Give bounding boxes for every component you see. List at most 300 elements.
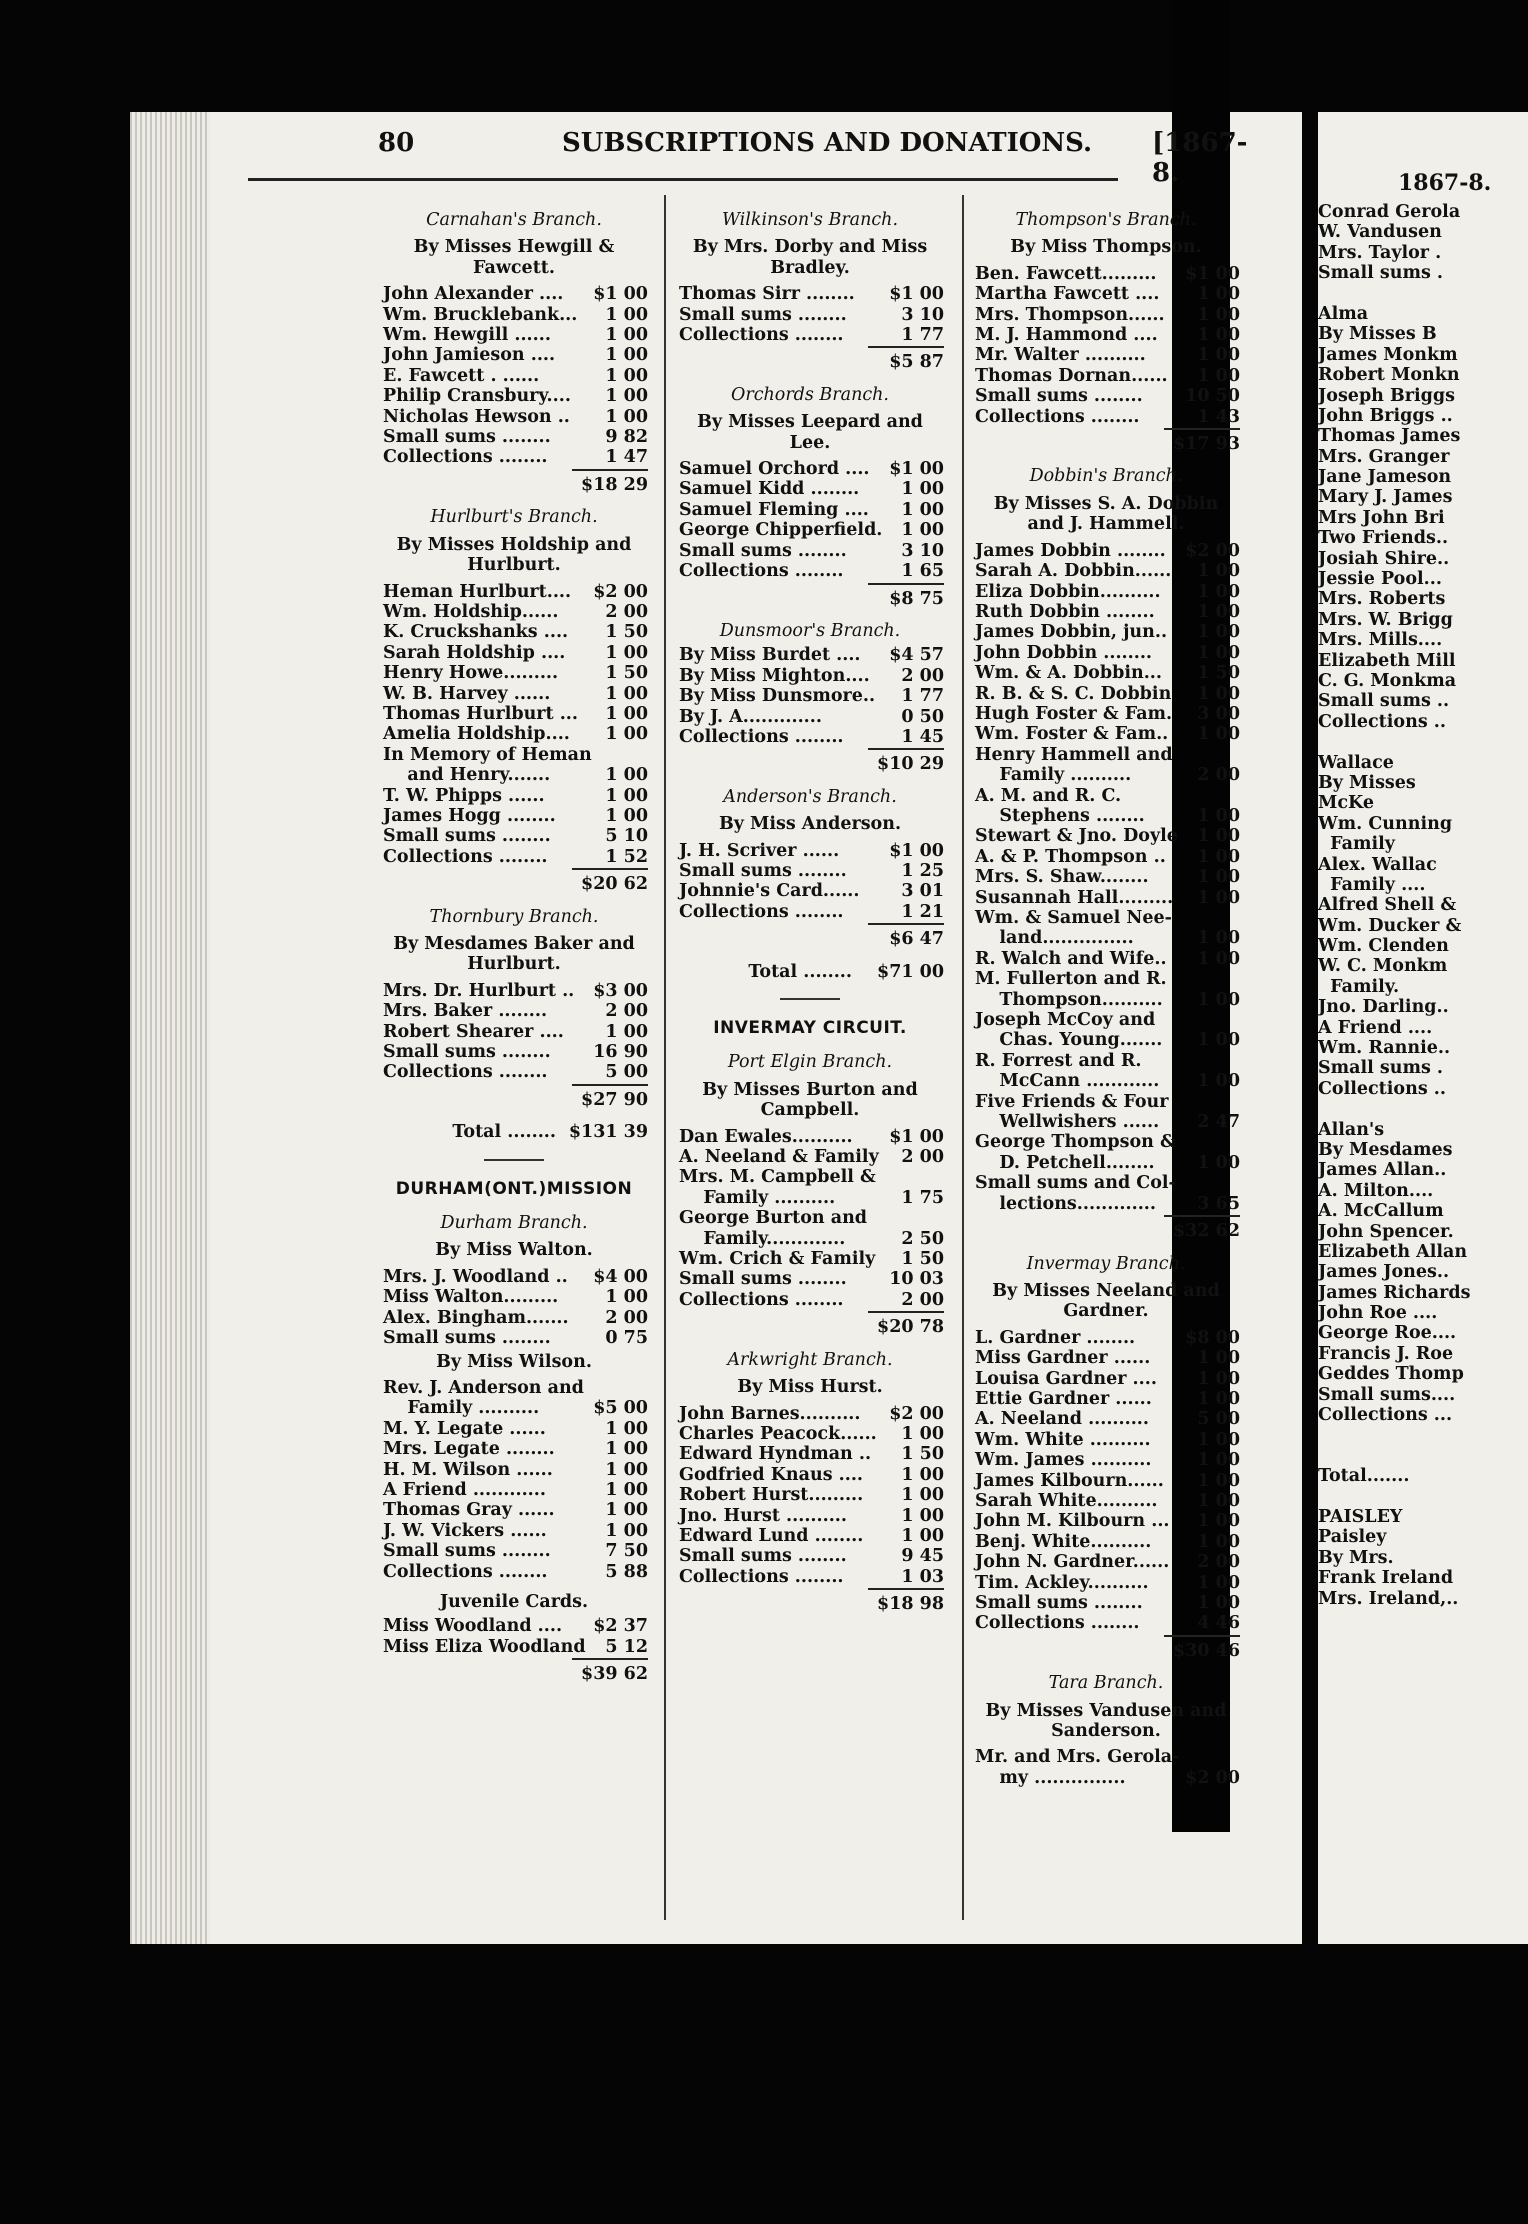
branch-title: Dobbin's Branch. (1029, 466, 1183, 487)
donation-row (972, 1552, 1240, 1572)
branch-title: Wilkinson's Branch. (721, 210, 899, 230)
donation-amount: 1 00 (605, 1287, 648, 1308)
donor-name: Small sums ........ (383, 1541, 551, 1562)
facing-page-line: Mrs. Granger (1318, 446, 1450, 467)
donation-amount (1173, 745, 1240, 765)
donation-row (380, 1460, 648, 1480)
donor-name: M. Y. Legate ...... (383, 1418, 546, 1439)
donation-amount: 2 00 (605, 601, 648, 622)
donor-name: Alex. Bingham....... (383, 1307, 569, 1328)
donation-row (676, 500, 944, 520)
facing-page-line: Frank Ireland (1318, 1568, 1454, 1589)
donation-row (972, 264, 1240, 284)
facing-page-line (1318, 1446, 1528, 1466)
donation-row (676, 520, 944, 540)
donor-name: Thomas Dornan...... (975, 365, 1168, 386)
facing-page-line: By Misses (1318, 772, 1416, 793)
donor-name: By Miss Burdet .... (679, 645, 861, 666)
donation-amount: 1 00 (1197, 601, 1240, 622)
facing-page (1318, 112, 1528, 1944)
donation-row (972, 561, 1240, 581)
facing-page-line: George Roe.... (1318, 1323, 1457, 1344)
donation-amount: 2 50 (901, 1228, 944, 1249)
facing-page-line: By Mesdames (1318, 1139, 1453, 1160)
collector-line: By Misses Neeland and Gardner. (992, 1280, 1220, 1322)
donor-name: Wellwishers ...... (975, 1112, 1160, 1133)
facing-page-line: Wm. Cunning (1318, 813, 1453, 834)
donor-name: Small sums ........ (383, 427, 551, 448)
branch-subtotal (676, 1587, 944, 1618)
subtotal-rule (868, 1311, 944, 1313)
donation-amount: 1 00 (1197, 989, 1240, 1010)
donor-name: Stewart & Jno. Doyle (975, 826, 1178, 847)
circuit-total (676, 954, 944, 988)
facing-page-line (1318, 1099, 1528, 1119)
donation-row (380, 602, 648, 622)
subtotal-amount: $5 87 (889, 352, 944, 373)
donor-name: Collections ........ (679, 1566, 844, 1587)
donation-amount: 1 00 (605, 1520, 648, 1541)
donation-amount: 1 00 (1197, 683, 1240, 704)
branch-title: Orchords Branch. (731, 384, 889, 405)
donation-amount: 1 50 (901, 1249, 944, 1270)
facing-page-line: James Allan.. (1318, 1160, 1447, 1181)
donor-name: Miss Woodland .... (383, 1616, 563, 1637)
donation-amount: 5 00 (605, 1062, 648, 1083)
facing-page-line: A Friend .... (1318, 1017, 1433, 1038)
donation-amount: 1 00 (1197, 1071, 1240, 1092)
facing-page-line: W. Vandusen (1318, 222, 1442, 243)
facing-page-line: James Richards (1318, 1282, 1471, 1303)
donation-amount: 1 00 (605, 805, 648, 826)
donation-row (676, 1567, 944, 1587)
section-heading: DURHAM(ONT.)MISSION (395, 1178, 633, 1199)
donor-name: Wm. Hewgill ...... (383, 325, 551, 346)
donor-name: Henry Howe......... (383, 663, 559, 684)
donation-amount: 1 00 (1197, 622, 1240, 643)
donation-row (972, 1092, 1240, 1112)
facing-page-line (1318, 1425, 1528, 1445)
donation-amount: 1 00 (1197, 826, 1240, 847)
donation-amount: 1 00 (605, 724, 648, 745)
donor-name: Samuel Fleming .... (679, 499, 869, 520)
donor-name: John N. Gardner...... (975, 1552, 1170, 1573)
donor-name: Eliza Dobbin.......... (975, 581, 1161, 602)
donor-name: R. B. & S. C. Dobbin (975, 683, 1172, 704)
donor-name: A. Neeland & Family (679, 1147, 879, 1168)
facing-page-line: Family (1318, 834, 1395, 855)
donation-row (972, 284, 1240, 304)
donation-row (380, 622, 648, 642)
donation-amount: $4 57 (889, 645, 944, 666)
donation-row (380, 663, 648, 683)
donation-row (676, 841, 944, 861)
collector-line: By Miss Thompson. (1010, 237, 1202, 258)
donation-row (972, 1768, 1240, 1788)
facing-page-line (1318, 284, 1528, 304)
donation-amount: 1 00 (1197, 561, 1240, 582)
donation-row (972, 305, 1240, 325)
donation-amount: 0 75 (605, 1328, 648, 1349)
donation-row (380, 305, 648, 325)
donor-name: Chas. Young....... (975, 1030, 1163, 1051)
donor-name: D. Petchell........ (975, 1152, 1155, 1173)
donor-name: Robert Shearer .... (383, 1021, 564, 1042)
donation-row (380, 765, 648, 785)
donation-amount: 1 00 (1197, 1531, 1240, 1552)
donation-amount: 10 50 (1185, 386, 1240, 407)
total-amount: $71 00 (877, 961, 944, 982)
facing-page-line: Mrs John Bri (1318, 507, 1445, 528)
donation-row (380, 1287, 648, 1307)
facing-page-line: Mrs. Roberts (1318, 589, 1446, 610)
donor-name: Collections ........ (383, 1062, 548, 1083)
facing-page-line: Francis J. Roe (1318, 1343, 1454, 1364)
donation-row (972, 704, 1240, 724)
column-separator (962, 195, 964, 1920)
branch-title: Carnahan's Branch. (426, 210, 602, 230)
donor-name: E. Fawcett . ...... (383, 365, 540, 386)
donor-name: Edward Lund ........ (679, 1525, 864, 1546)
donation-row (380, 345, 648, 365)
total-amount: $131 39 (568, 1122, 648, 1143)
donor-name: Wm. & Samuel Nee- (975, 908, 1172, 928)
donation-amount (1172, 908, 1240, 928)
donation-amount: 2 00 (901, 1147, 944, 1168)
donation-row (972, 1010, 1240, 1030)
donor-name: Henry Hammell and (975, 744, 1173, 765)
donation-amount: $2 00 (593, 581, 648, 602)
donor-name: Family .......... (383, 1398, 540, 1419)
donation-row (972, 1132, 1240, 1152)
donation-amount: 1 00 (605, 386, 648, 407)
subtotal-amount: $27 90 (581, 1089, 648, 1110)
page-number: 80 (378, 128, 415, 158)
facing-page-line: McKe (1318, 793, 1374, 814)
donation-amount: $1 00 (889, 1126, 944, 1147)
donation-row (676, 325, 944, 345)
donation-row (972, 1348, 1240, 1368)
branch-subtotal (380, 867, 648, 898)
donor-name: Godfried Knaus .... (679, 1464, 864, 1485)
donation-row (676, 541, 944, 561)
donation-row (972, 826, 1240, 846)
donor-name: Thompson.......... (975, 989, 1163, 1010)
donor-name: Martha Fawcett .... (975, 284, 1160, 305)
facing-page-line: Elizabeth Allan (1318, 1241, 1468, 1262)
donation-row (380, 1308, 648, 1328)
subtotal-amount: $30 46 (1173, 1640, 1240, 1661)
donation-amount: 2 00 (1197, 1552, 1240, 1573)
donation-amount: 1 03 (901, 1566, 944, 1587)
donation-amount: 5 10 (605, 826, 648, 847)
facing-page-line: Jno. Darling.. (1318, 997, 1449, 1018)
donation-row (380, 1328, 648, 1348)
donor-name: Mrs. J. Woodland .. (383, 1266, 568, 1287)
subtotal-amount: $6 47 (889, 929, 944, 950)
donation-amount: 1 00 (1197, 642, 1240, 663)
donation-row (676, 1465, 944, 1485)
facing-page-header: 1867-8. (1398, 170, 1492, 196)
donation-row (972, 1071, 1240, 1091)
donation-row (972, 386, 1240, 406)
donation-row (380, 386, 648, 406)
donor-name: K. Cruckshanks .... (383, 622, 569, 643)
donor-name: Family............. (679, 1228, 846, 1249)
donation-row (972, 724, 1240, 744)
donation-amount: 1 00 (1197, 846, 1240, 867)
donation-amount: 4 46 (1197, 1613, 1240, 1634)
donation-amount: $1 00 (593, 284, 648, 305)
donation-amount: $2 00 (1185, 540, 1240, 561)
donation-amount (1176, 1132, 1240, 1152)
facing-page-line: Family. (1318, 976, 1400, 997)
facing-page-line: Wm. Rannie.. (1318, 1038, 1451, 1059)
facing-page-line: Jessie Pool... (1318, 569, 1442, 590)
year-range: [1867-8. (1152, 128, 1248, 188)
donation-amount: 3 01 (901, 881, 944, 902)
branch-title: Tara Branch. (1048, 1673, 1164, 1694)
facing-page-line: John Briggs .. (1318, 405, 1453, 426)
donation-row (676, 881, 944, 901)
donation-amount: $8 00 (1185, 1327, 1240, 1348)
donation-row (972, 1491, 1240, 1511)
donation-row (380, 1398, 648, 1418)
donation-row (676, 1127, 944, 1147)
donation-amount: 1 00 (901, 520, 944, 541)
donation-amount: 1 00 (605, 1500, 648, 1521)
donor-name: Rev. J. Anderson and (383, 1377, 584, 1398)
donation-amount: 1 00 (1197, 1572, 1240, 1593)
donation-row (972, 366, 1240, 386)
donor-name: Charles Peacock...... (679, 1423, 877, 1444)
donor-name: James Dobbin ........ (975, 540, 1166, 561)
donation-amount (1166, 786, 1240, 806)
donation-amount: 1 25 (901, 860, 944, 881)
donation-row (380, 724, 648, 744)
collector-line: By Miss Anderson. (718, 814, 902, 835)
donation-amount: $2 00 (889, 1403, 944, 1424)
donation-row (972, 990, 1240, 1010)
donation-amount: 5 12 (605, 1636, 648, 1657)
facing-page-line: Conrad Gerola (1318, 202, 1461, 222)
branch-title: Anderson's Branch. (723, 786, 897, 807)
donation-amount: 5 00 (1197, 1409, 1240, 1430)
facing-page-line: John Roe .... (1318, 1303, 1438, 1324)
facing-page-line: Small sums . (1318, 1058, 1444, 1079)
donation-row (972, 1030, 1240, 1050)
donation-amount: 1 00 (1197, 805, 1240, 826)
donation-row (972, 949, 1240, 969)
donation-row (380, 427, 648, 447)
donation-row (972, 765, 1240, 785)
donation-row (676, 686, 944, 706)
section-divider (780, 998, 840, 1000)
facing-page-line: Wallace (1318, 752, 1394, 773)
donation-row (972, 745, 1240, 765)
donor-name: Small sums ........ (383, 826, 551, 847)
donation-amount: 1 77 (901, 325, 944, 346)
donation-row (380, 366, 648, 386)
donor-name: Ruth Dobbin ........ (975, 601, 1155, 622)
donor-name: Small sums ........ (679, 1269, 847, 1290)
donation-row (380, 284, 648, 304)
donation-amount: 1 00 (1197, 325, 1240, 346)
facing-page-line: Josiah Shire.. (1318, 548, 1450, 569)
donation-amount: 1 00 (901, 1485, 944, 1506)
branch-title: Durham Branch. (440, 1213, 588, 1234)
donation-row (972, 345, 1240, 365)
donor-name: Mrs. S. Shaw........ (975, 867, 1149, 888)
donor-name: T. W. Phipps ...... (383, 785, 545, 806)
donor-name: Family .......... (975, 765, 1132, 786)
column-separator (664, 195, 666, 1920)
donation-row (676, 1147, 944, 1167)
donor-name: Mrs. Thompson...... (975, 304, 1165, 325)
donor-name: Small sums ........ (679, 860, 847, 881)
donor-name: Miss Walton......... (383, 1287, 559, 1308)
subtotal-rule (1164, 1635, 1240, 1637)
donor-name: Tim. Ackley.......... (975, 1572, 1149, 1593)
donation-row (380, 847, 648, 867)
donation-row (972, 643, 1240, 663)
donation-row (380, 981, 648, 1001)
donation-row (972, 969, 1240, 989)
donation-row (972, 1532, 1240, 1552)
donation-row (380, 1521, 648, 1541)
donor-name: Wm. Crich & Family (679, 1249, 876, 1270)
donor-name: By Miss Dunsmore.. (679, 686, 876, 707)
donor-name: Robert Hurst......... (679, 1485, 864, 1506)
donor-name: Small sums ........ (679, 540, 847, 561)
donor-name: Philip Cransbury.... (383, 386, 571, 407)
donor-name: J. W. Vickers ...... (383, 1520, 547, 1541)
donation-amount: 1 00 (1197, 887, 1240, 908)
donation-amount: 3 00 (1197, 703, 1240, 724)
facing-page-line: Family .... (1318, 874, 1426, 895)
donation-row (380, 786, 648, 806)
donor-name: Small sums ........ (679, 304, 847, 325)
donation-row (380, 1378, 648, 1398)
donor-name: R. Forrest and R. (975, 1050, 1142, 1071)
subtotal-rule (1164, 428, 1240, 430)
donor-name: Miss Gardner ...... (975, 1348, 1151, 1369)
donation-amount: 1 00 (605, 703, 648, 724)
donor-name: Wm. White .......... (975, 1429, 1151, 1450)
donation-row (972, 325, 1240, 345)
donation-row (972, 1409, 1240, 1429)
donation-row (380, 1042, 648, 1062)
collector-line: By Misses Leepard and Lee. (697, 412, 923, 453)
donor-name: Mr. Walter .......... (975, 345, 1146, 366)
facing-page-line: Wm. Ducker & (1318, 915, 1462, 936)
donation-amount: 1 47 (605, 447, 648, 468)
donation-amount (1167, 969, 1240, 989)
donor-name: Mrs. Dr. Hurlburt .. (383, 980, 575, 1001)
donation-amount: 1 00 (605, 1459, 648, 1480)
donation-amount: 1 00 (1197, 1511, 1240, 1532)
donation-amount: $2 37 (593, 1616, 648, 1637)
collector-line: By Misses Hewgill & Fawcett. (413, 237, 615, 278)
donation-amount: 0 50 (901, 706, 944, 727)
collector-line: By Miss Hurst. (737, 1377, 883, 1398)
donation-amount: 1 00 (901, 1464, 944, 1485)
subtotal-amount: $8 75 (889, 588, 944, 609)
subtotal-rule (868, 748, 944, 750)
donation-amount: 2 00 (605, 1001, 648, 1022)
subtotal-amount: $20 78 (877, 1317, 944, 1338)
donation-amount: 1 00 (605, 406, 648, 427)
branch-title: Dunsmoor's Branch. (719, 620, 901, 641)
branch-subtotal (676, 345, 944, 376)
donation-row (676, 1269, 944, 1289)
donor-name: M. Fullerton and R. (975, 969, 1167, 990)
donor-name: John Alexander .... (383, 284, 564, 305)
header-rule (248, 178, 1118, 181)
donation-amount: 1 21 (901, 901, 944, 922)
donation-row (676, 727, 944, 747)
donation-amount: $5 00 (593, 1398, 648, 1419)
donation-amount: 1 00 (605, 304, 648, 325)
donor-name: Jno. Hurst .......... (679, 1505, 847, 1526)
donation-amount: 1 00 (1197, 1348, 1240, 1369)
donation-row (676, 1526, 944, 1546)
facing-page-line: Mrs. Ireland,.. (1318, 1588, 1459, 1609)
subsection-heading: Juvenile Cards. (439, 1591, 589, 1612)
facing-page-line: Collections .. (1318, 1078, 1446, 1099)
branch-title: Port Elgin Branch. (727, 1052, 893, 1073)
donation-amount: 1 50 (1197, 663, 1240, 684)
donation-row (972, 1511, 1240, 1531)
branch-subtotal (380, 1657, 648, 1688)
donation-row (380, 1022, 648, 1042)
facing-page-line: Joseph Briggs (1318, 385, 1455, 406)
collector-line: By Misses Vandusen and Sanderson. (985, 1700, 1227, 1742)
donor-name: Hugh Foster & Fam. (975, 703, 1173, 724)
donation-amount: $1 00 (889, 459, 944, 480)
donation-row (676, 1404, 944, 1424)
subtotal-amount: $18 98 (877, 1594, 944, 1615)
donation-row (380, 1500, 648, 1520)
donation-row (676, 707, 944, 727)
subtotal-amount: $17 93 (1173, 434, 1240, 455)
donation-amount: 1 00 (605, 1479, 648, 1500)
donation-row (972, 1112, 1240, 1132)
donation-row (380, 745, 648, 765)
donation-amount: 1 00 (605, 785, 648, 806)
donation-amount (1166, 1010, 1240, 1030)
donation-amount: 1 00 (605, 1021, 648, 1042)
donation-row (972, 1613, 1240, 1633)
donor-name: Small sums ........ (383, 1042, 551, 1063)
facing-page-line: Small sums .. (1318, 691, 1450, 712)
donor-name: A. M. and R. C. (975, 785, 1122, 806)
donor-name: Sarah White.......... (975, 1490, 1158, 1511)
donor-name: Collections ........ (679, 901, 844, 922)
donation-row (972, 1593, 1240, 1613)
donor-name: James Kilbourn...... (975, 1470, 1164, 1491)
donation-amount: 9 82 (605, 427, 648, 448)
donation-amount: $1 00 (889, 840, 944, 861)
donor-name: Mrs. Legate ........ (383, 1439, 555, 1460)
donation-row (380, 1062, 648, 1082)
donation-row (972, 1430, 1240, 1450)
donation-amount: 2 00 (1197, 765, 1240, 786)
branch-subtotal (972, 427, 1240, 458)
column-1 (380, 202, 648, 1689)
donation-row (972, 1450, 1240, 1470)
donation-amount: $3 00 (593, 980, 648, 1001)
